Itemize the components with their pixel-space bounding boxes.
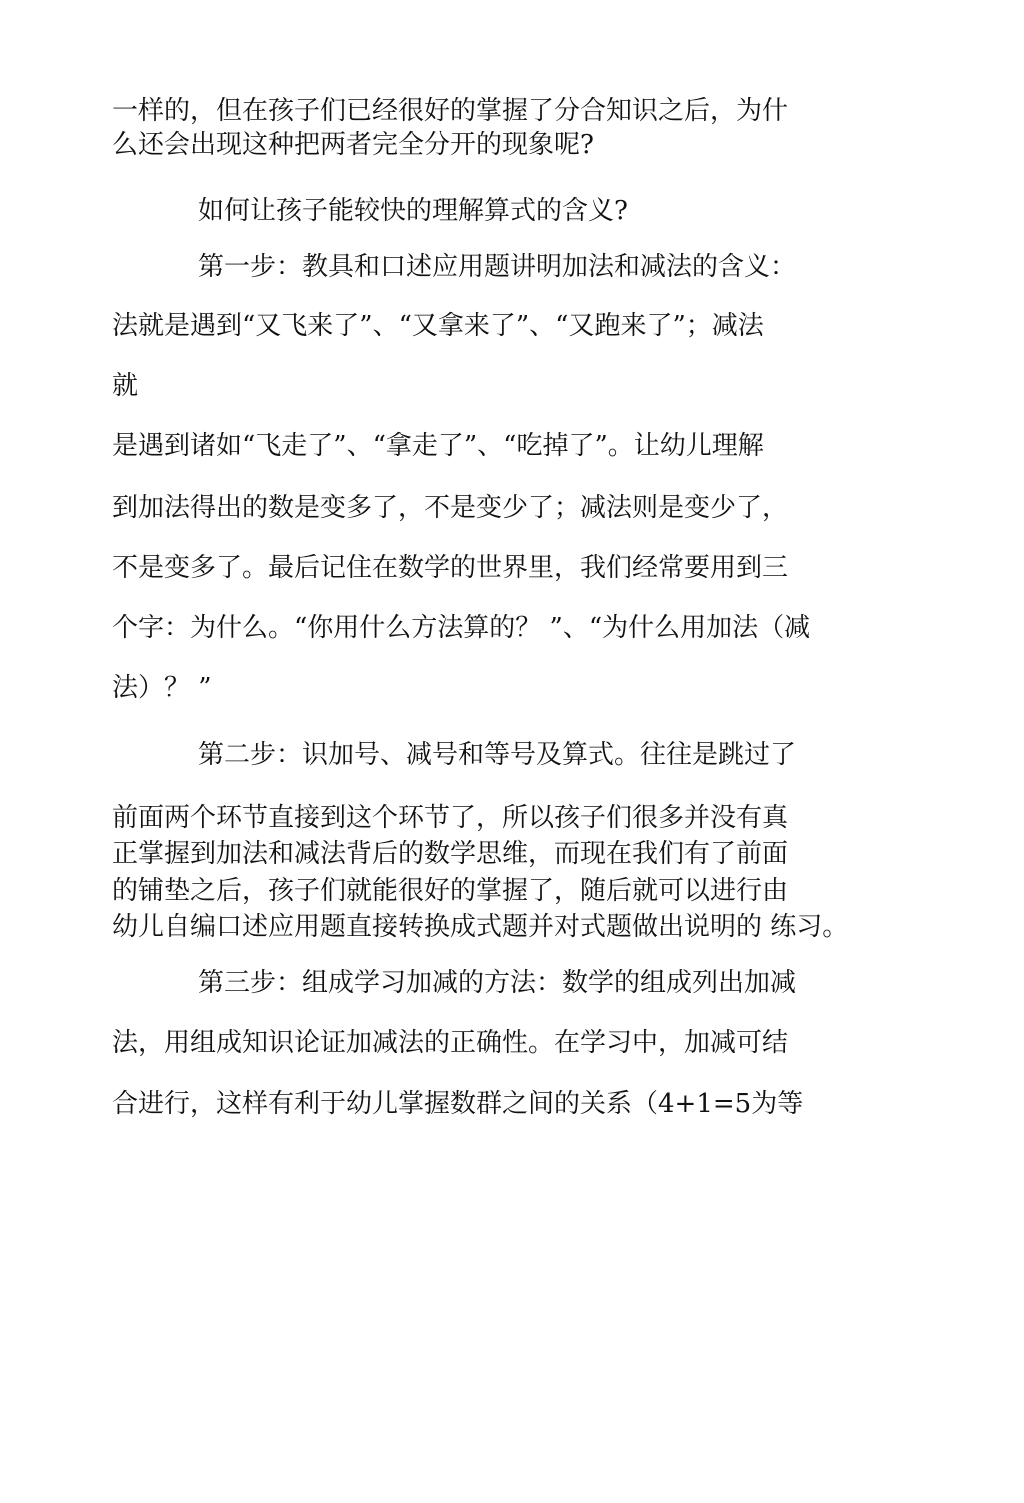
- text-line: 第一步：教具和口述应用题讲明加法和减法的含义：: [198, 252, 797, 282]
- text-line: 第二步：识加号、减号和等号及算式。往往是跳过了: [198, 740, 797, 770]
- text-line: 法就是遇到“又飞来了”、“又拿来了”、“又跑来了”；减法: [112, 311, 764, 341]
- text-line: 如何让孩子能较快的理解算式的含义?: [198, 196, 628, 226]
- text-line: 么还会出现这种把两者完全分开的现象呢?: [112, 130, 594, 160]
- text-line: 的铺垫之后，孩子们就能很好的掌握了，随后就可以进行由: [112, 876, 789, 906]
- text-line: 个字：为什么。“你用什么方法算的？ ”、“为什么用加法（减: [112, 613, 811, 643]
- text-line: 就: [112, 371, 139, 401]
- text-line: 幼儿自编口述应用题直接转换成式题并对式题做出说明的 练习。: [112, 912, 849, 942]
- text-line: 第三步：组成学习加减的方法：数学的组成列出加减: [198, 968, 797, 998]
- text-line: 合进行，这样有利于幼儿掌握数群之间的关系（4+1=5为等: [112, 1089, 804, 1119]
- text-line: 法）？ ”: [112, 673, 212, 703]
- text-line: 不是变多了。最后记住在数学的世界里，我们经常要用到三: [112, 553, 789, 583]
- text-line: 是遇到诸如“飞走了”、“拿走了”、“吃掉了”。让幼儿理解: [112, 431, 764, 461]
- text-line: 正掌握到加法和减法背后的数学思维，而现在我们有了前面: [112, 839, 789, 869]
- text-line: 法，用组成知识论证加减法的正确性。在学习中，加减可结: [112, 1028, 789, 1058]
- text-line: 一样的，但在孩子们已经很好的掌握了分合知识之后，为什: [112, 96, 789, 126]
- text-line: 前面两个环节直接到这个环节了，所以孩子们很多并没有真: [112, 803, 789, 833]
- text-line: 到加法得出的数是变多了，不是变少了；减法则是变少了，: [112, 493, 789, 523]
